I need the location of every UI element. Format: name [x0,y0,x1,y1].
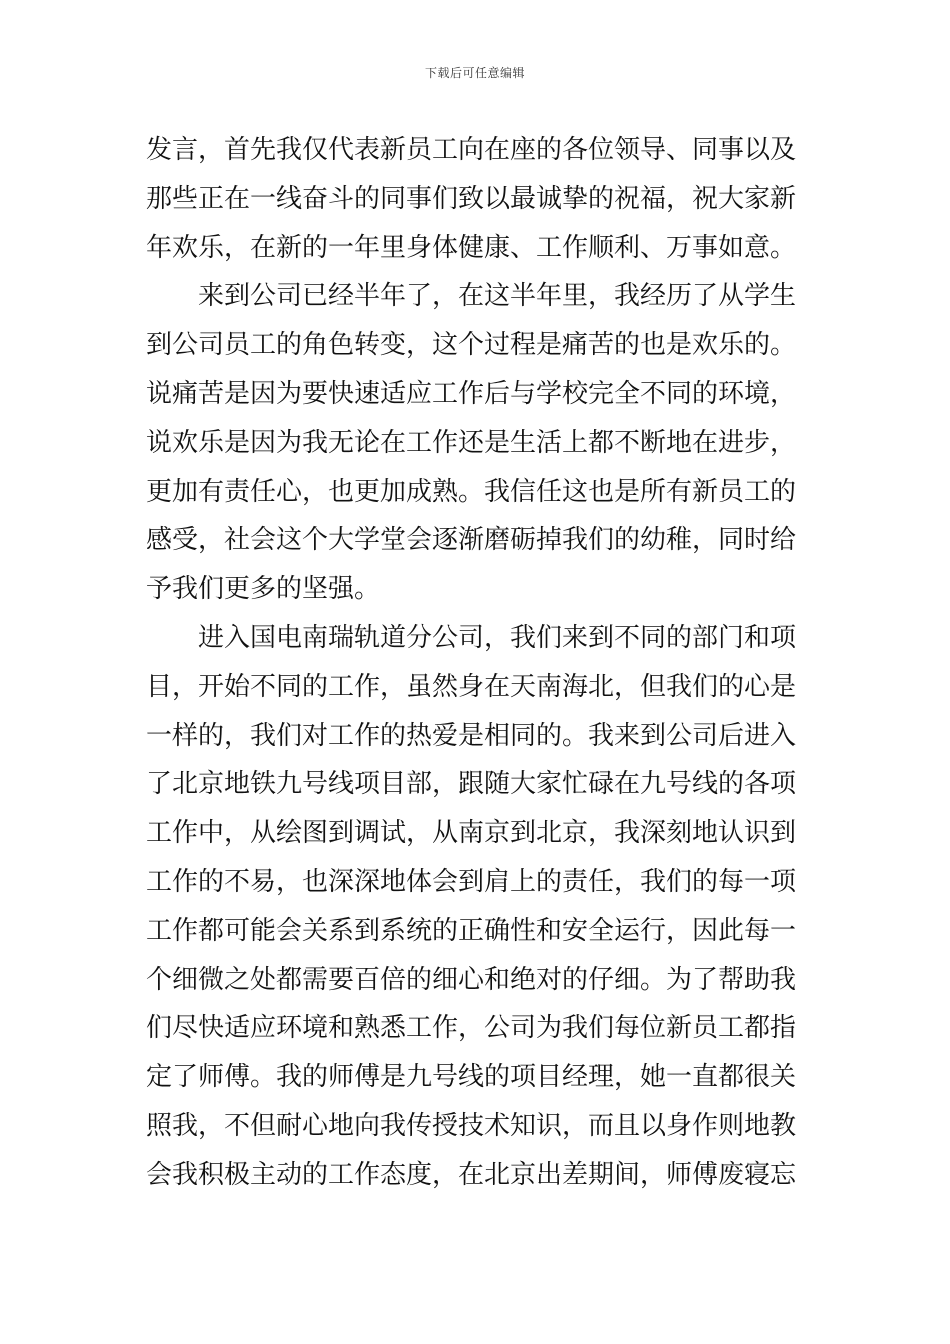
text-line: 目，开始不同的工作，虽然身在天南海北，但我们的心是 [146,671,797,702]
text-line: 那些正在一线奋斗的同事们致以最诚挚的祝福，祝大家新 [146,183,797,214]
text-line: 予我们更多的坚强。 [146,574,381,605]
text-line: 会我积极主动的工作态度，在北京出差期间，师傅废寝忘 [146,1159,797,1190]
text-line: 工作中，从绘图到调试，从南京到北京，我深刻地认识到 [146,818,797,849]
document-body [146,126,814,1200]
paragraph-first-line: 来到公司已经半年了，在这半年里，我经历了从学生 [198,281,797,312]
text-line: 们尽快适应环境和熟悉工作，公司为我们每位新员工都指 [146,1013,797,1044]
text-line: 工作都可能会关系到系统的正确性和安全运行，因此每一 [146,915,797,946]
text-line: 了北京地铁九号线项目部，跟随大家忙碌在九号线的各项 [146,769,797,800]
text-line: 工作的不易，也深深地体会到肩上的责任，我们的每一项 [146,866,797,897]
text-line: 感受，社会这个大学堂会逐渐磨砺掉我们的幼稚，同时给 [146,525,797,556]
paragraph-first-line: 进入国电南瑞轨道分公司，我们来到不同的部门和项 [198,622,797,653]
text-line: 个细微之处都需要百倍的细心和绝对的仔细。为了帮助我 [146,964,797,995]
text-line: 发言，首先我仅代表新员工向在座的各位领导、同事以及 [146,135,797,165]
text-line: 到公司员工的角色转变，这个过程是痛苦的也是欢乐的。 [146,330,797,361]
page-header: 下载后可任意编辑 [424,66,525,80]
text-line: 一样的，我们对工作的热爱是相同的。我来到公司后进入 [146,720,797,751]
text-line: 年欢乐，在新的一年里身体健康、工作顺利、万事如意。 [146,232,797,263]
text-line: 说痛苦是因为要快速适应工作后与学校完全不同的环境， [146,378,797,409]
text-line: 说欢乐是因为我无论在工作还是生活上都不断地在进步， [146,427,797,458]
text-line: 定了师傅。我的师傅是九号线的项目经理，她一直都很关 [146,1062,797,1093]
text-line: 更加有责任心，也更加成熟。我信任这也是所有新员工的 [146,476,797,507]
text-line: 照我，不但耐心地向我传授技术知识，而且以身作则地教 [146,1110,797,1141]
